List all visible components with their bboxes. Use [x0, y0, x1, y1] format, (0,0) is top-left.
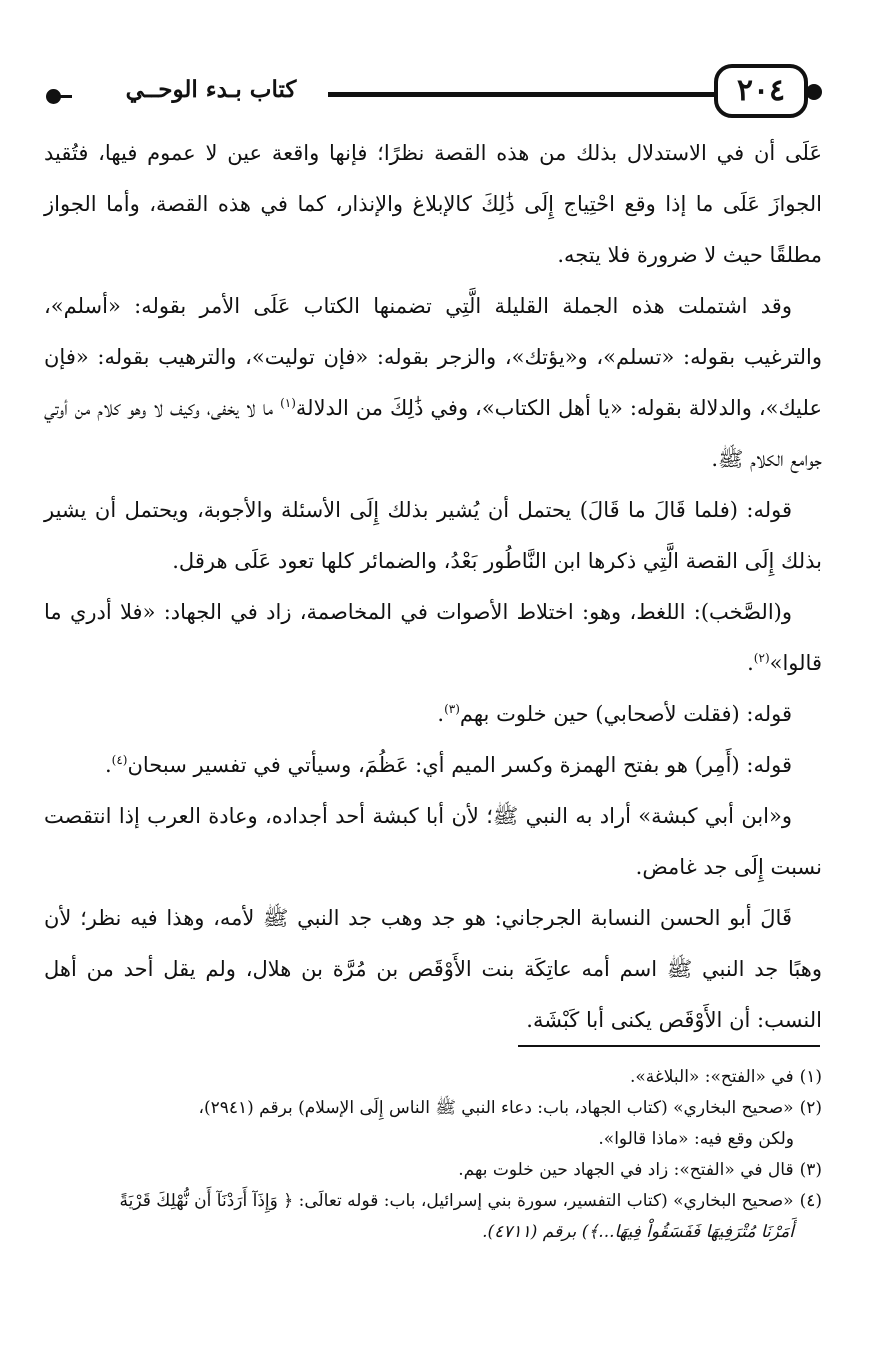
paragraph-text: و(الصَّخب): اللغط، وهو: اختلاط الأصوات في المخاصمة، زاد في الجهاد: «فلا أدري ما قالوا» — [44, 600, 822, 675]
paragraph — [44, 485, 822, 587]
footnote-text: في «الفتح»: «البلاغة». — [629, 1067, 794, 1087]
footnote-text: «صحيح البخاري» (كتاب التفسير، سورة بني إسرائيل، باب: قوله تعالَى: ﴿ وَإِذَآ أَرَدْنَآ أَن نُّهْلِكَ قَرْيَةً — [119, 1191, 794, 1211]
paragraph: و(الصَّخب): اللغط، وهو: اختلاط الأصوات في المخاصمة، زاد في الجهاد: «فلا أدري ما قالوا»$^{(٢)}$. — [44, 600, 822, 675]
paragraph: قوله: (فقلت لأصحابي) حين خلوت بهم$^{(٣)}$. — [437, 702, 792, 726]
paragraph: قوله: (أَمِر) هو بفتح الهمزة وكسر الميم أي: عَظُمَ، وسيأتي في تفسير سبحان$^{(٤)}$. — [104, 753, 792, 777]
footnote-continuation: ولكن وقع فيه: «ماذا قالوا». — [598, 1129, 794, 1149]
paragraph — [44, 791, 822, 893]
footnote-mark[interactable]: (٢) — [753, 651, 770, 665]
paragraph-text: و«ابن أبي كبشة» أراد به النبي ﷺ؛ لأن أبا كبشة أحد أجداده، وعادة العرب إذا انتقصت نسبت إِلَى جد غامض. — [44, 804, 822, 879]
footnote-number: (٤) — [799, 1191, 822, 1211]
footnote — [44, 1155, 822, 1186]
footnote-number: (٣) — [799, 1160, 822, 1180]
page-header — [28, 64, 828, 124]
running-title: كتاب بـدء الوحــي — [125, 76, 297, 103]
footnotes — [44, 1062, 822, 1248]
paragraph — [44, 893, 822, 1046]
footnote-continuation: أَمَرْنَا مُتْرَفِيهَا فَفَسَقُواْ فِيهَا...﴾) برقم (٤٧١١). — [482, 1222, 794, 1242]
paragraph-text: قوله: (فقلت لأصحابي) حين خلوت بهم — [459, 702, 792, 726]
footnote-mark[interactable]: (١) — [280, 396, 296, 410]
footnote — [44, 1062, 822, 1093]
header-ornament-dot-right — [806, 84, 822, 100]
paragraph-text: عَلَى أن في الاستدلال بذلك من هذه القصة نظرًا؛ فإنها واقعة عين لا عموم فيها، فتُقيد الجوازَ عَلَى ما إذا وقع احْتِياج إِلَى ذَٰلِكَ كالإبلاغ والإنذار، كما في هذه القصة، وأما الجواز مطلقًا حيث لا ضرورة فلا يتجه. — [44, 141, 822, 267]
paragraph-text: قوله: (أَمِر) هو بفتح الهمزة وكسر الميم أي: عَظُمَ، وسيأتي في تفسير سبحان — [127, 753, 792, 777]
paragraph-text: قوله: (فلما قَالَ ما قَالَ) يحتمل أن يُشير بذلك إِلَى الأسئلة والأجوبة، ويحتمل أن يشير بذلك إِلَى القصة الَّتِي ذكرها ابن النَّاطُور بَعْدُ، والضمائر كلها تعود عَلَى هرقل. — [44, 498, 822, 573]
footnote-text: قال في «الفتح»: زاد في الجهاد حين خلوت بهم. — [458, 1160, 794, 1180]
paragraph-text: قَالَ أبو الحسن النسابة الجرجاني: هو جد وهب جد النبي ﷺ لأمه، وهذا فيه نظر؛ لأن وهبًا جد النبي ﷺ اسم أمه عاتِكَة بنت الأَوْقَص بن مُرَّة بن هلال، ولم يقل أحد من أهل النسب: أن الأَوْقَص يكنى أبا كَبْشَة. — [44, 906, 822, 1032]
paragraph-text: ما لا يخفى، وكيف لا وهو كلام من أوتي جوامع الكلام ﷺ. — [44, 396, 822, 471]
footnote-mark[interactable]: (٣) — [444, 702, 460, 716]
footnote-number: (٢) — [799, 1098, 822, 1118]
main-text — [44, 128, 822, 1046]
footnote-separator — [518, 1045, 820, 1047]
footnote — [44, 1093, 822, 1155]
paragraph-text: وقد اشتملت هذه الجملة القليلة الَّتِي تضمنها الكتاب عَلَى الأمر بقوله: «أسلم»، والترغيب بقوله: «تسلم»، و«يؤتك»، والزجر بقوله: «فإن توليت»، والترهيب بقوله: «فإن عليك»، والدلالة بقوله: «يا أهل الكتاب»، وفي ذَٰلِكَ من الدلالة — [44, 294, 822, 420]
header-ornament-dot-left — [46, 89, 61, 104]
footnote-mark[interactable]: (٤) — [111, 753, 128, 767]
paragraph — [44, 128, 822, 281]
footnote — [44, 1186, 822, 1248]
footnote-number: (١) — [799, 1067, 822, 1087]
page-number: ٢٠٤ — [714, 64, 808, 118]
footnote-text: «صحيح البخاري» (كتاب الجهاد، باب: دعاء النبي ﷺ الناس إِلَى الإسلام) برقم (٢٩٤١)، — [198, 1098, 794, 1118]
header-rule — [328, 92, 716, 97]
paragraph — [44, 281, 822, 485]
